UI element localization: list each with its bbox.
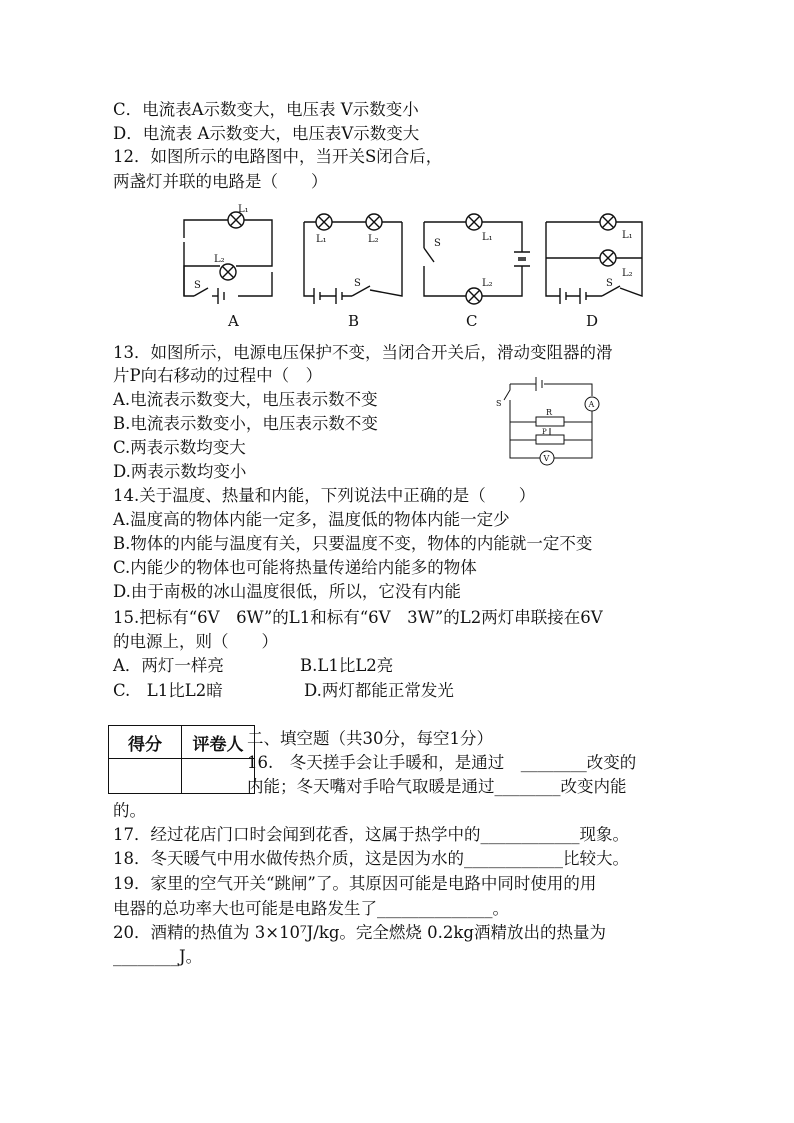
svg-text:P: P [542,428,547,436]
svg-text:S: S [606,278,613,289]
q16-line3: 的。 [113,801,146,820]
q13-option-c: C.两表示数均变大 [113,438,246,457]
circuit-c [424,214,530,330]
q14-option-c: C.内能少的物体也可能将热量传递给内能多的物体 [113,558,477,577]
q20-line1: 20．酒精的热值为 3×10⁷J/kg。完全燃烧 0.2kg酒精放出的热量为 [113,923,606,942]
q13-option-b: B.电流表示数变小，电压表示数不变 [113,414,378,433]
q11-option-d: D．电流表 A示数变大，电压表V示数变大 [113,124,420,143]
circuit-d [546,214,642,330]
svg-text:S: S [434,238,441,249]
svg-text:S: S [496,399,502,408]
q12-circuit-diagrams [176,204,652,334]
svg-text:A: A [588,400,595,409]
q12-stem-line1: 12．如图所示的电路图中，当开关S闭合后， [113,147,443,166]
score-table [108,725,255,794]
q19-line2: 电器的总功率大也可能是电路发生了______________。 [113,899,509,918]
svg-text:L₁: L₁ [316,234,327,245]
q14-option-d: D.由于南极的冰山温度很低，所以，它没有内能 [113,582,461,601]
svg-text:L₂: L₂ [368,234,379,245]
svg-text:L₂: L₂ [482,278,493,289]
svg-text:V: V [543,454,550,463]
svg-text:L₂: L₂ [214,254,225,265]
svg-text:L₂: L₂ [622,268,633,279]
q14-stem: 14.关于温度、热量和内能，下列说法中正确的是（ ） [113,486,536,505]
svg-text:B: B [348,312,360,330]
score-header: 得分 [109,726,182,759]
q15-option-c: C. L1比L2暗 [113,681,223,700]
grader-header: 评卷人 [182,726,255,759]
svg-text:L₁: L₁ [482,232,493,243]
q16-line2: 内能；冬天嘴对手哈气取暖是通过________改变内能 [247,777,627,796]
q14-option-b: B.物体的内能与温度有关，只要温度不变，物体的内能就一定不变 [113,534,593,553]
q12-stem-line2: 两盏灯并联的电路是（ ） [113,172,328,191]
circuit-a [184,204,272,330]
q13-stem-line1: 13．如图所示，电源电压保护不变，当闭合开关后，滑动变阻器的滑 [113,343,613,362]
circuit-b [304,214,402,330]
q17: 17．经过花店门口时会闻到花香，这属于热学中的____________现象。 [113,825,629,844]
section-2-title: 二、填空题（共30分，每空1分） [247,729,493,748]
svg-text:L₁: L₁ [238,204,249,215]
grader-cell [182,759,255,794]
svg-text:D: D [586,312,599,330]
q15-stem-line2: 的电源上，则（ ） [113,632,278,651]
q16-line1: 16. 冬天搓手会让手暖和，是通过 ________改变的 [247,753,637,772]
q14-option-a: A.温度高的物体内能一定多，温度低的物体内能一定少 [113,510,510,529]
q15-option-a: A．两灯一样亮 [113,656,224,675]
q13-option-a: A.电流表示数变大，电压表示数不变 [113,390,378,409]
svg-text:S: S [354,278,361,289]
q18: 18．冬天暖气中用水做传热介质，这是因为水的____________比较大。 [113,849,629,868]
svg-text:S: S [194,280,201,291]
q11-option-c: C．电流表A示数变大，电压表 V示数变小 [113,100,419,119]
q19-line1: 19．家里的空气开关“跳闸”了。其原因可能是电路中同时使用的用 [113,874,597,893]
q13-option-d: D.两表示数均变小 [113,462,247,481]
svg-text:R: R [546,408,553,417]
q15-option-b: B.L1比L2亮 [300,656,394,675]
q15-stem-line1: 15.把标有“6V 6W”的L1和标有“6V 3W”的L2两灯串联接在6V [113,608,603,627]
svg-text:A: A [228,312,239,330]
q20-line2: ________J。 [113,947,203,966]
svg-text:C: C [466,312,478,330]
svg-text:L₁: L₁ [622,230,633,241]
q15-option-d: D.两灯都能正常发光 [304,681,454,700]
q13-circuit-figure [492,372,610,468]
score-cell [109,759,182,794]
q13-stem-line2: 片P向右移动的过程中（ ） [113,366,323,385]
